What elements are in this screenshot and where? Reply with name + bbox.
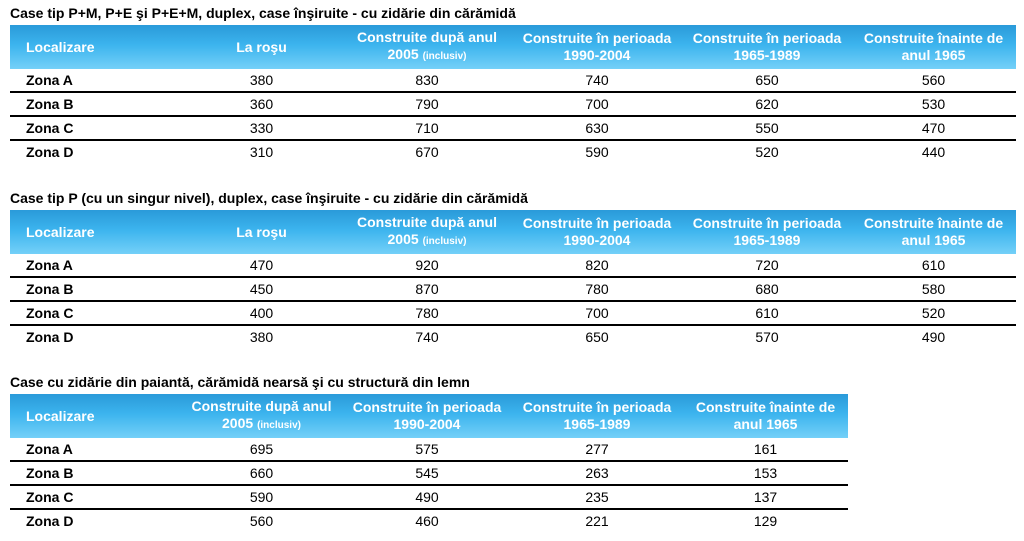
header-1990-2004: Construite în perioada 1990-2004 bbox=[511, 25, 683, 69]
value-cell: 570 bbox=[755, 329, 779, 345]
value-cell: 545 bbox=[343, 461, 511, 485]
zone-cell: Zona C bbox=[10, 301, 180, 325]
value-cell: 221 bbox=[585, 513, 609, 529]
value-cell: 575 bbox=[343, 438, 511, 461]
value-cell: 590 bbox=[180, 485, 343, 509]
table-row bbox=[10, 69, 1016, 92]
value-cell: 590 bbox=[585, 144, 609, 160]
value-cell: 129 bbox=[753, 513, 778, 529]
value-cell: 153 bbox=[683, 461, 848, 485]
value-cell: 277 bbox=[511, 438, 683, 461]
header-1965-1989: Construite în perioada 1965-1989 bbox=[511, 394, 683, 438]
value-cell: 263 bbox=[511, 461, 683, 485]
header-1990-2004: Construite în perioada 1990-2004 bbox=[511, 210, 683, 254]
value-cell: 780 bbox=[511, 277, 683, 301]
header-dupa-2005 bbox=[343, 25, 511, 69]
zone-cell: Zona A bbox=[10, 254, 180, 277]
header-dupa-2005-note: (inclusiv) bbox=[422, 236, 467, 247]
value-cell: 620 bbox=[683, 92, 851, 116]
value-cell: 530 bbox=[851, 92, 1016, 116]
value-cell: 580 bbox=[851, 277, 1016, 301]
value-cell: 870 bbox=[343, 277, 511, 301]
header-dupa-2005 bbox=[180, 394, 343, 438]
header-dupa-2005-main: Construite după anul 2005 bbox=[357, 29, 497, 62]
value-cell: 820 bbox=[511, 254, 683, 277]
value-cell: 610 bbox=[851, 254, 1016, 277]
value-cell: 630 bbox=[511, 116, 683, 140]
zone-cell: Zona C bbox=[10, 116, 180, 140]
table-row bbox=[10, 461, 848, 485]
value-cell: 740 bbox=[415, 329, 439, 345]
value-cell: 920 bbox=[343, 254, 511, 277]
zone-cell: Zona A bbox=[10, 438, 180, 461]
value-cell: 790 bbox=[343, 92, 511, 116]
table-row bbox=[10, 116, 1016, 140]
header-inainte-1965: Construite înainte de anul 1965 bbox=[851, 210, 1016, 254]
value-cell: 460 bbox=[415, 513, 439, 529]
zone-cell: Zona D bbox=[26, 329, 74, 345]
zone-cell: Zona D bbox=[26, 144, 74, 160]
value-cell: 700 bbox=[511, 92, 683, 116]
zone-cell: Zona B bbox=[10, 461, 180, 485]
zone-cell: Zona D bbox=[26, 513, 74, 529]
value-cell: 550 bbox=[683, 116, 851, 140]
value-cell: 610 bbox=[683, 301, 851, 325]
zone-cell: Zona B bbox=[10, 277, 180, 301]
value-cell: 830 bbox=[343, 69, 511, 92]
value-cell: 400 bbox=[180, 301, 343, 325]
value-cell: 700 bbox=[511, 301, 683, 325]
value-cell: 330 bbox=[180, 116, 343, 140]
table-row bbox=[10, 509, 848, 532]
section-table-2 bbox=[10, 190, 1016, 348]
table-header-row bbox=[10, 394, 848, 438]
price-table bbox=[10, 210, 1016, 348]
table-title: Case tip P (cu un singur nivel), duplex, case înşiruite - cu zidărie din cărămidă bbox=[10, 190, 528, 206]
value-cell: 490 bbox=[343, 485, 511, 509]
zone-cell: Zona C bbox=[10, 485, 180, 509]
value-cell: 310 bbox=[249, 144, 274, 160]
value-cell: 695 bbox=[180, 438, 343, 461]
value-cell: 680 bbox=[683, 277, 851, 301]
header-dupa-2005-main: Construite după anul 2005 bbox=[357, 214, 497, 247]
value-cell: 360 bbox=[180, 92, 343, 116]
value-cell: 520 bbox=[851, 301, 1016, 325]
header-dupa-2005-note: (inclusiv) bbox=[257, 420, 301, 431]
header-dupa-2005 bbox=[343, 210, 511, 254]
header-localizare: Localizare bbox=[10, 25, 180, 69]
value-cell: 450 bbox=[180, 277, 343, 301]
value-cell: 380 bbox=[180, 69, 343, 92]
value-cell: 520 bbox=[755, 144, 779, 160]
header-localizare: Localizare bbox=[10, 210, 180, 254]
table-header-row bbox=[10, 210, 1016, 254]
table-row bbox=[10, 438, 848, 461]
value-cell: 740 bbox=[511, 69, 683, 92]
header-localizare: Localizare bbox=[10, 394, 180, 438]
table-row bbox=[10, 301, 1016, 325]
value-cell: 710 bbox=[343, 116, 511, 140]
price-table bbox=[10, 394, 848, 532]
table-row bbox=[10, 254, 1016, 277]
header-inainte-1965: Construite înainte de anul 1965 bbox=[851, 25, 1016, 69]
header-1990-2004: Construite în perioada 1990-2004 bbox=[343, 394, 511, 438]
value-cell: 670 bbox=[415, 144, 439, 160]
table-row bbox=[10, 140, 1016, 163]
value-cell: 161 bbox=[683, 438, 848, 461]
table-row bbox=[10, 485, 848, 509]
table-row bbox=[10, 92, 1016, 116]
header-1965-1989: Construite în perioada 1965-1989 bbox=[683, 210, 851, 254]
value-cell: 235 bbox=[511, 485, 683, 509]
value-cell: 560 bbox=[851, 69, 1016, 92]
value-cell: 560 bbox=[249, 513, 274, 529]
value-cell: 470 bbox=[180, 254, 343, 277]
value-cell: 650 bbox=[585, 329, 609, 345]
table-title: Case tip P+M, P+E şi P+E+M, duplex, case înşiruite - cu zidărie din cărămidă bbox=[10, 5, 516, 21]
header-dupa-2005-note: (inclusiv) bbox=[422, 51, 467, 62]
table-title: Case cu zidărie din paiantă, cărămidă nearsă şi cu structură din lemn bbox=[10, 374, 470, 390]
header-la-rosu: La roşu bbox=[180, 210, 343, 254]
value-cell: 780 bbox=[343, 301, 511, 325]
section-table-1 bbox=[10, 5, 1016, 163]
value-cell: 380 bbox=[249, 329, 274, 345]
header-inainte-1965: Construite înainte de anul 1965 bbox=[683, 394, 848, 438]
price-table bbox=[10, 25, 1016, 163]
header-la-rosu: La roşu bbox=[180, 25, 343, 69]
value-cell: 650 bbox=[683, 69, 851, 92]
table-row bbox=[10, 325, 1016, 348]
value-cell: 137 bbox=[683, 485, 848, 509]
table-header-row bbox=[10, 25, 1016, 69]
table-row bbox=[10, 277, 1016, 301]
value-cell: 440 bbox=[921, 144, 946, 160]
value-cell: 720 bbox=[683, 254, 851, 277]
value-cell: 490 bbox=[921, 329, 946, 345]
section-table-3 bbox=[10, 374, 848, 532]
header-1965-1989: Construite în perioada 1965-1989 bbox=[683, 25, 851, 69]
header-dupa-2005-main: Construite după anul 2005 bbox=[191, 398, 332, 431]
value-cell: 470 bbox=[851, 116, 1016, 140]
zone-cell: Zona B bbox=[10, 92, 180, 116]
value-cell: 660 bbox=[180, 461, 343, 485]
zone-cell: Zona A bbox=[10, 69, 180, 92]
